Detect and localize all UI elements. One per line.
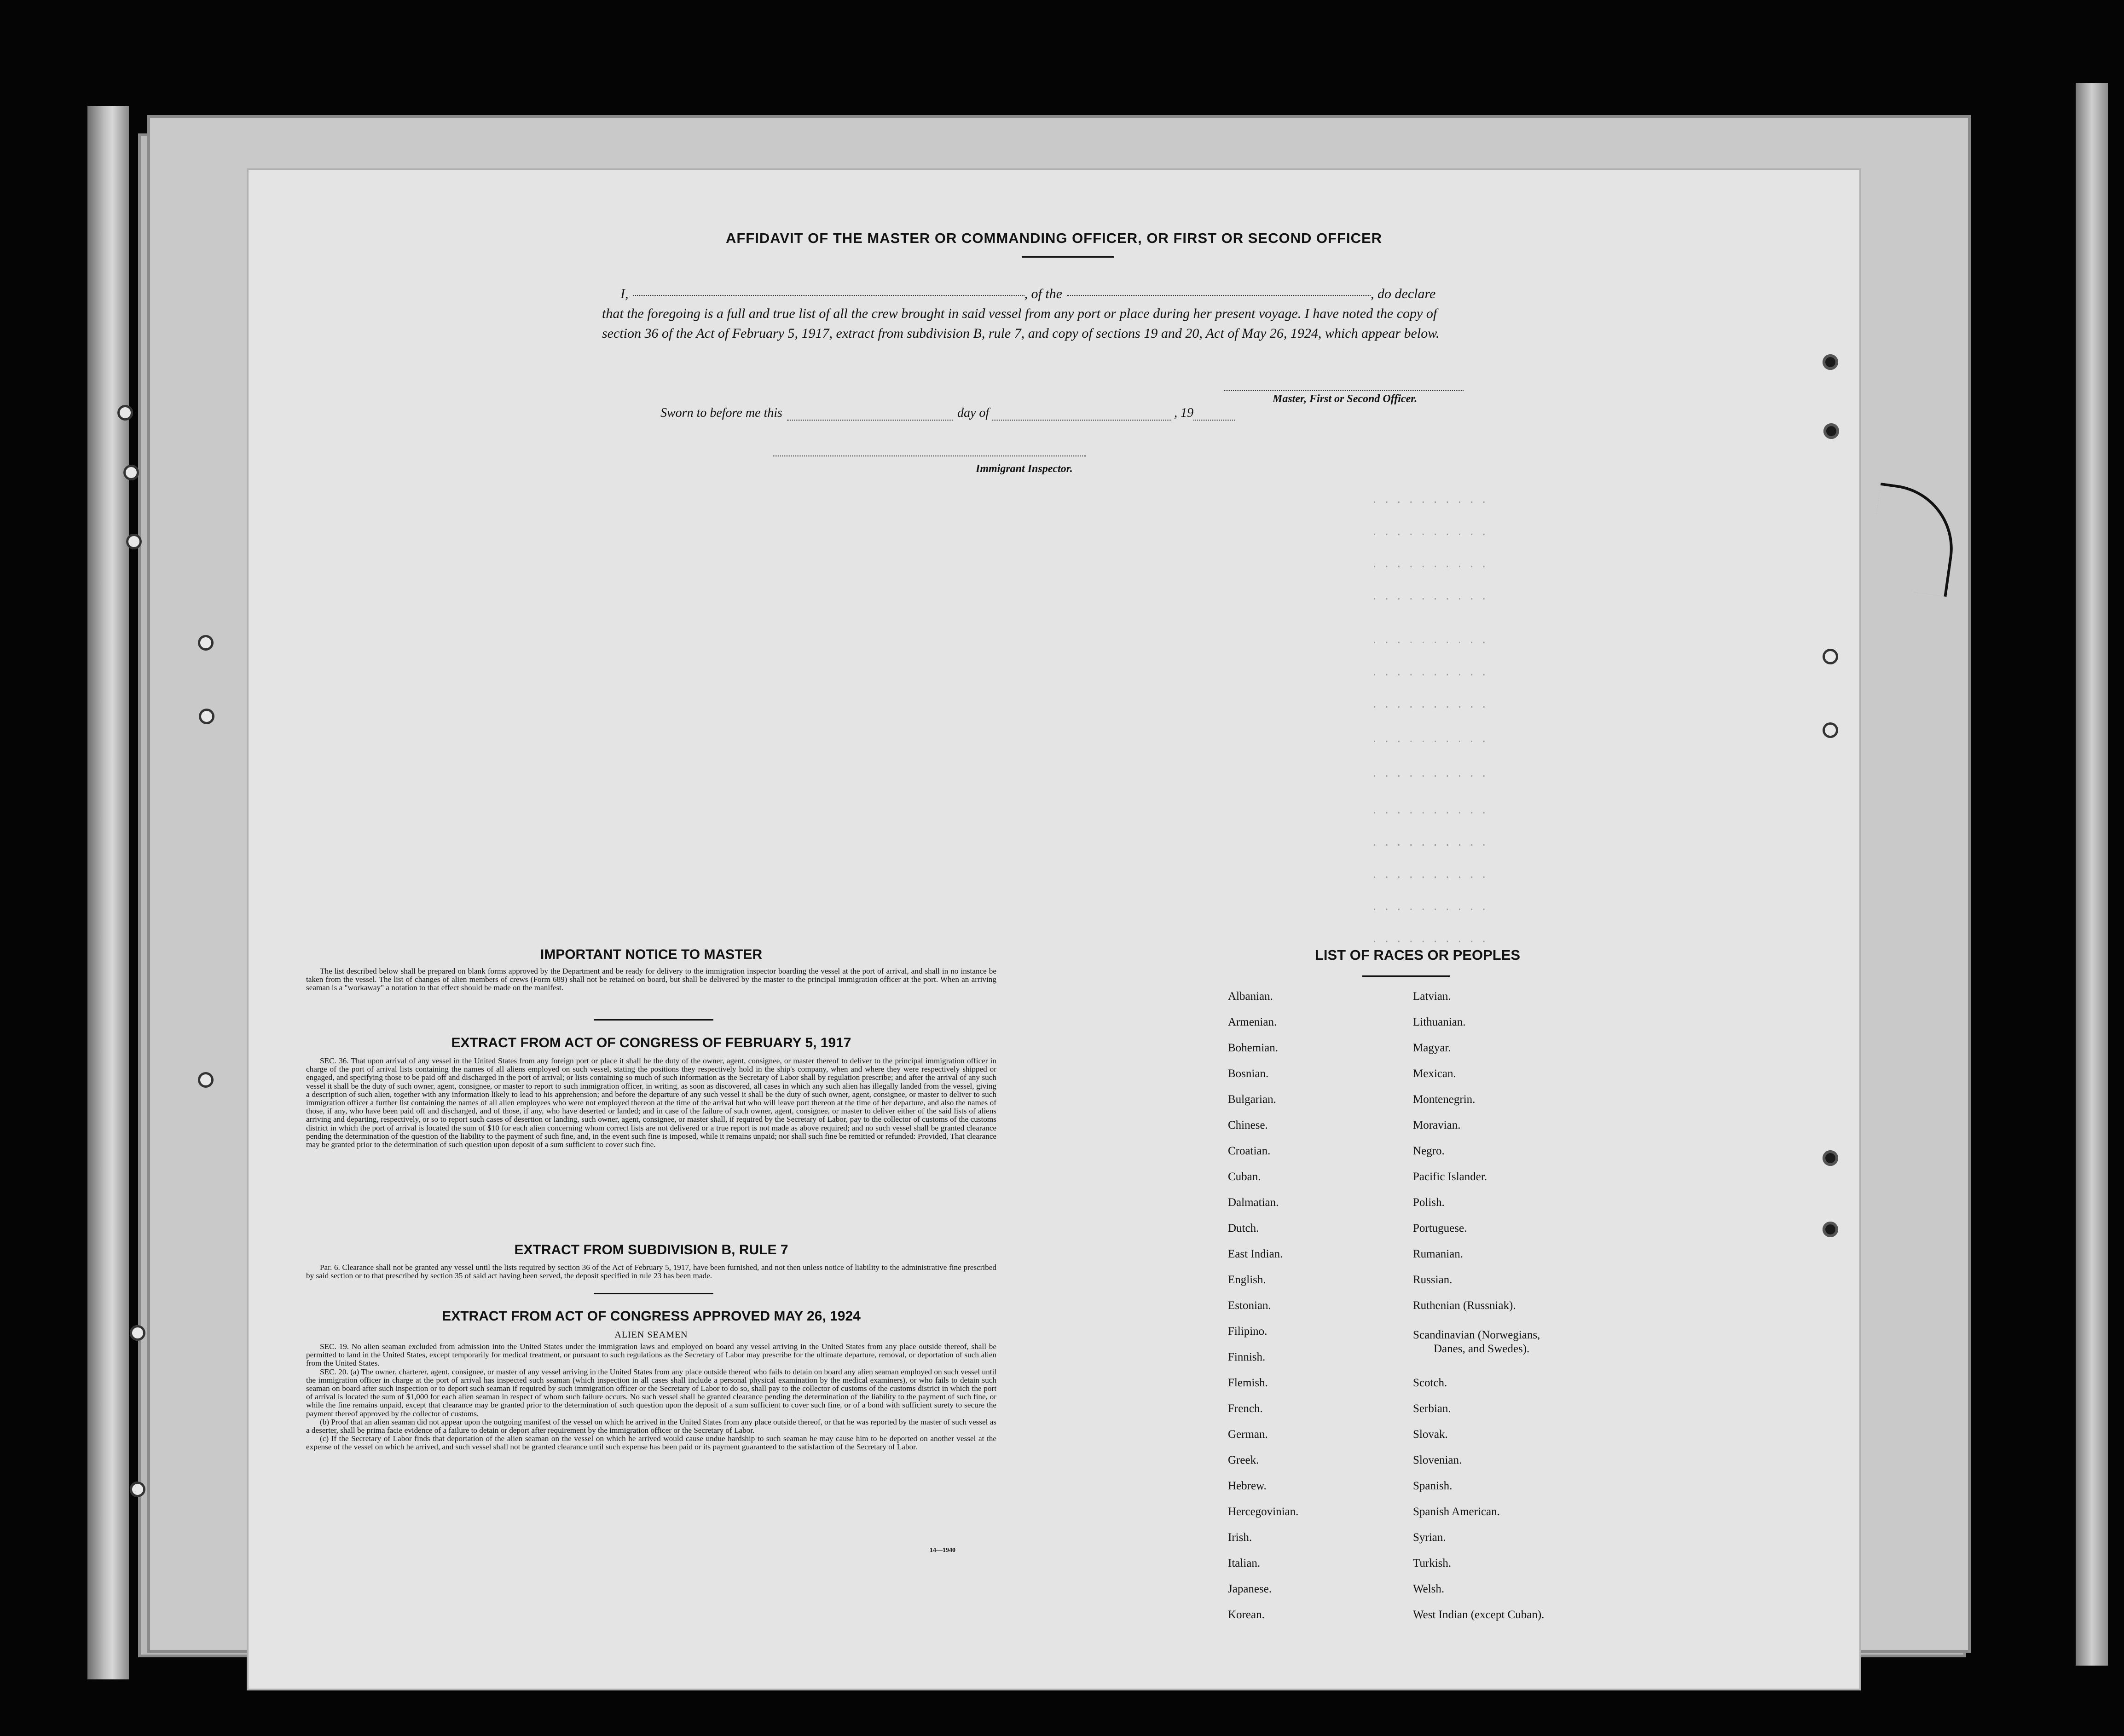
race-item: Armenian. bbox=[1228, 1016, 1277, 1028]
title-rule bbox=[1022, 256, 1114, 258]
binder-strip-right bbox=[2076, 83, 2108, 1666]
race-item: Negro. bbox=[1413, 1145, 1445, 1157]
sworn-day-blank[interactable] bbox=[787, 409, 953, 421]
race-item: Estonian. bbox=[1228, 1299, 1271, 1312]
declaration-body: that the foregoing is a full and true list of all the crew brought in said vessel from any port or place during her present voyage. I have noted the copy of section 36 of the Act of February 5, 1917, extract from subdivision B, rule 7, and copy of sections 19 and 20, Act of May 26, 1924, which appear below. bbox=[602, 306, 1440, 341]
sworn-line bbox=[660, 406, 1235, 421]
races-rule bbox=[1362, 975, 1450, 977]
race-item: Hercegovinian. bbox=[1228, 1505, 1299, 1518]
race-item: Bosnian. bbox=[1228, 1067, 1269, 1080]
race-item: Portuguese. bbox=[1413, 1222, 1467, 1234]
races-title: LIST OF RACES OR PEOPLES bbox=[1314, 947, 1521, 963]
sec20a-text: SEC. 20. (a) The owner, charterer, agent, consignee, or master of any vessel arriving in the United States from any place outside thereof who fails to detain on board any alien seaman employed on such vessel until the immigration officer in charge at the port of arrival has inspected such seaman (which inspection in all cases shall include a personal physical examination by the medical examiners), or who fails to detain such seaman on board after such inspection or to deport such seaman if required by such immigration officer or the Secretary of Labor to do so, shall pay to the collector of customs of the customs district in which the port of arrival is located the sum of $1,000 for each alien seaman in respect of whom such failure occurs. No such vessel shall be granted clearance pending the determination of the liability to the payment of such fine, or while the fine remains unpaid, except that clearance may be granted prior to the determination of such question upon the deposit of a sum sufficient to cover such fine, or of a bond with sufficient surety to secure the payment thereof approved by the collector of customs. bbox=[306, 1367, 996, 1418]
affidavit-declaration bbox=[602, 284, 1444, 343]
race-item: Syrian. bbox=[1413, 1531, 1446, 1544]
punch-hole bbox=[1823, 354, 1838, 370]
race-item: Croatian. bbox=[1228, 1145, 1271, 1157]
race-item: Pacific Islander. bbox=[1413, 1171, 1487, 1183]
extract-1917-title: EXTRACT FROM ACT OF CONGRESS OF FEBRUARY 5, 1917 bbox=[451, 1035, 851, 1050]
punch-hole bbox=[199, 709, 214, 724]
punch-hole bbox=[198, 1072, 214, 1088]
vessel-blank[interactable] bbox=[1067, 284, 1371, 296]
sworn-prefix: Sworn to before me this bbox=[660, 406, 782, 420]
race-item: Danes, and Swedes). bbox=[1434, 1343, 1530, 1355]
race-item: Bohemian. bbox=[1228, 1042, 1279, 1054]
master-signature-line[interactable] bbox=[1224, 390, 1464, 391]
race-item: French. bbox=[1228, 1402, 1263, 1415]
extract-1924-body bbox=[306, 1343, 996, 1452]
extract-rule7-rule bbox=[594, 1293, 713, 1294]
declaration-suffix: , do declare bbox=[1371, 286, 1436, 301]
alien-seamen-subtitle: ALIEN SEAMEN bbox=[614, 1330, 688, 1340]
name-blank[interactable] bbox=[633, 284, 1024, 296]
declaration-prefix: I, bbox=[620, 286, 629, 301]
punch-hole bbox=[1823, 649, 1838, 664]
notice-rule bbox=[594, 1019, 713, 1021]
race-item: German. bbox=[1228, 1428, 1268, 1441]
race-item: Magyar. bbox=[1413, 1042, 1451, 1054]
race-item: Greek. bbox=[1228, 1454, 1259, 1466]
race-item: Irish. bbox=[1228, 1531, 1252, 1544]
race-item: West Indian (except Cuban). bbox=[1413, 1609, 1545, 1621]
sec20c-text: (c) If the Secretary of Labor finds that deportation of the alien seaman on the vessel on which he arrived would cause undue hardship to such seaman he may cause him to be deported on another vessel at the expense of the vessel on which he arrived, and such vessel shall not be granted clearance until such expense has been paid or its payment guaranteed to the satisfaction of the Secretary of Labor. bbox=[306, 1434, 996, 1452]
race-item: Albanian. bbox=[1228, 990, 1273, 1003]
race-item: English. bbox=[1228, 1274, 1266, 1286]
binder-strip-left bbox=[87, 106, 129, 1679]
affidavit-title: AFFIDAVIT OF THE MASTER OR COMMANDING OFFICER, OR FIRST OR SECOND OFFICER bbox=[725, 230, 1383, 246]
race-item: Moravian. bbox=[1413, 1119, 1461, 1131]
affidavit-form-page: . . . . . . . . . . . . . . . . . . . . . . . . . . . . . . . . . . . . . . . . . . . . . . . . . . . . . . . . . . . . . . . . . . . . . . . . . . . . . . . . . . . . . . . . . . . . . . . . . . . . . . . . . . . . . . . . . . . . . . . . . . . . . . . . . . . . . . . . . . . . AFFIDAVIT OF THE MASTER OR COMMANDING OFFICER, OR FIRST OR SECOND OFFICER I, , of the , do declare that the foregoing is a full and true list of all the crew brought in said vessel from any port or place during her present voyage. I have noted the copy of section 36 of the Act of February 5, 1917, extract from subdivision B, rule 7, and copy of sections 19 and 20, Act of May 26, 1924, which appear below. Master, First or Second Officer. Sworn to before me this day of , 19 Immigrant Inspector. IMPORTANT NOTICE TO MASTER The list described below shall be prepared on blank forms approved by the Department and be ready for delivery to the immigration inspector boarding the vessel at the port of arrival, and shall in no instance be taken from the vessel. The list of changes of alien members of crews (Form 689) shall not be retained on board, but shall be delivered by the master to the principal immigration officer at the port. When an arriving seaman is a "workaway" a notation to that effect should be made on the manifest. EXTRACT FROM ACT OF CONGRESS OF FEBRUARY 5, 1917 SEC. 36. That upon arrival of any vessel in the United States from any foreign port or place it shall be the duty of the owner, agent, consignee, or master thereof to deliver to the principal immigration officer in charge of the port of arrival lists containing the names of all aliens employed on such vessel, stating the positions they respectively hold in the ship's company, when and where they were respectively shipped or engaged, and specifying those to be paid off and discharged in the port of arrival; or lists containing so much of such information as the Secretary of Labor shall by regulation prescribe; and after the arrival of any such vessel it shall be the duty of such owner, agent, consignee, or master to report to such immigration officer, in writing, as soon as discovered, all cases in which any such alien has illegally landed from the vessel, giving a description of such alien, together with any information likely to lead to his apprehension; and before the departure of any such vessel it shall be the duty of such owner, agent, consignee, or master to deliver to such immigration officer a further list containing the names of all alien employees who were not employed thereon at the time of the arrival but who will leave port thereon at the time of her departure, and also the names of those, if any, who have been paid off and discharged, and of those, if any, who have deserted or landed; and in case of the failure of such owner, agent, consignee, or master to deliver either of the said lists of aliens arriving and departing, respectively, or so to report such cases of desertion or landing, such owner, agent, consignee, or master shall, if required by the Secretary of Labor, pay to the collector of customs of the customs district in which the port of arrival is located the sum of $10 for each alien concerning whom correct lists are not delivered or a true report is not made as above required; and no such vessel shall be granted clearance pending the determination of the question of the liability to the payment of such fine, and, in the event such fine is imposed, while it remains unpaid; nor shall such fine be remitted or refunded: Provided, That clearance may be granted prior to the determination of such question upon deposit of a sum sufficient to cover such fine. EXTRACT FROM SUBDIVISION B, RULE 7 Par. 6. Clearance shall not be granted any vessel until the lists required by section 36 of the Act of February 5, 1917, have been furnished, and not then unless notice of liability to the administrative fine prescribed by said section or to that prescribed by section 35 of said act having been served, the deposit specified in rule 23 has been made. EXTRACT FROM ACT OF CONGRESS APPROVED MAY 26, 1924 ALIEN SEAMEN SEC. 19. No alien seaman excluded from admission into the United States under the immigration laws and employed on board any vessel arriving in the United States from any place outside thereof, shall be permitted to land in the United States, except temporarily for medical treatment, or pursuant to such regulations as the Secretary of Labor may prescribe for the ultimate departure, removal, or deportation of such alien from the United States. SEC. 20. (a) The owner, charterer, agent, consignee, or master of any vessel arriving in the United States from any place outside thereof who fails to detain on board any alien seaman employed on such vessel until the immigration officer in charge at the port of arrival has inspected such seaman (which inspection in all cases shall include a personal physical examination by the medical examiners), or who fails to detain such seaman on board after such inspection or to deport such seaman if required by such immigration officer or the Secretary of Labor to do so, shall pay to the collector of customs of the customs district in which the port of arrival is located the sum of $1,000 for each alien seaman in respect of whom such failure occurs. No such vessel shall be granted clearance pending the determination of the liability to the payment of such fine, or while the fine remains unpaid, except that clearance may be granted prior to the determination of such question upon the deposit of a sum sufficient to cover such fine, or of a bond with sufficient surety to secure the payment thereof approved by the collector of customs. (b) Proof that an alien seaman did not appear upon the outgoing manifest of the vessel on which he arrived in the United States from any place outside thereof, or that he was reported by the master of such vessel as a deserter, shall be prima facie evidence of a failure to detain or deport after requirement by the immigration officer or the Secretary of Labor. (c) If the Secretary of Labor finds that deportation of the alien seaman on the vessel on which he arrived would cause undue hardship to such seaman he may cause him to be deported on another vessel at the expense of the vessel on which he arrived, and such vessel shall not be granted clearance until such expense has been paid or its payment guaranteed to the satisfaction of the Secretary of Labor. 14—1940 LIST OF RACES OR PEOPLES Albanian. Armenian. Bohemian. Bosnian. Bulgarian. Chinese. Croatian. Cuban. Dalmatian. Dutch. East Indian. English. Estonian. Filipino. Finnish. Flemish. French. German. Greek. Hebrew. Hercegovinian. Irish. Italian. Japanese. Korean. Latvian. Lithuanian. Magyar. Mexican. Montenegrin. Moravian. Negro. Pacific Islander. Polish. Portuguese. Rumanian. Russian. Ruthenian (Russniak). Scandinavian (Norwegians, Danes, and Swedes). Scotch. Serbian. Slovak. Slovenian. Spanish. Spanish American. Syrian. Turkish. Welsh. West Indian (except Cuban). bbox=[249, 170, 1859, 1689]
race-item: Turkish. bbox=[1413, 1557, 1452, 1569]
race-item: Cuban. bbox=[1228, 1171, 1261, 1183]
race-item: Dutch. bbox=[1228, 1222, 1259, 1234]
punch-hole bbox=[117, 405, 133, 421]
race-item: Rumanian. bbox=[1413, 1248, 1464, 1260]
punch-hole bbox=[126, 534, 142, 549]
race-item: Korean. bbox=[1228, 1609, 1265, 1621]
inspector-signature-label: Immigrant Inspector. bbox=[976, 463, 1073, 475]
race-item: Polish. bbox=[1413, 1196, 1445, 1209]
race-item: Mexican. bbox=[1413, 1067, 1456, 1080]
extract-rule7-title: EXTRACT FROM SUBDIVISION B, RULE 7 bbox=[514, 1242, 788, 1257]
race-item: Flemish. bbox=[1228, 1377, 1268, 1389]
race-item: Scandinavian (Norwegians, bbox=[1413, 1329, 1540, 1341]
race-item: Latvian. bbox=[1413, 990, 1451, 1003]
form-number: 14—1940 bbox=[930, 1547, 955, 1554]
punch-hole bbox=[123, 465, 139, 480]
punch-hole bbox=[1823, 722, 1838, 738]
punch-hole bbox=[130, 1325, 145, 1341]
extract-rule7-body: Par. 6. Clearance shall not be granted any vessel until the lists required by section 36 of the Act of February 5, 1917, have been furnished, and not then unless notice of liability to the administrative fine prescribed by said section or to that prescribed by section 35 of said act having been served, the deposit specified in rule 23 has been made. bbox=[306, 1263, 996, 1280]
race-item: Slovak. bbox=[1413, 1428, 1448, 1441]
race-item: Spanish American. bbox=[1413, 1505, 1500, 1518]
punch-hole bbox=[1823, 423, 1839, 439]
declaration-of-the: , of the bbox=[1024, 286, 1062, 301]
race-item: Serbian. bbox=[1413, 1402, 1451, 1415]
sec19-text: SEC. 19. No alien seaman excluded from admission into the United States under the immigration laws and employed on board any vessel arriving in the United States from any place outside thereof, shall be permitted to land in the United States, except temporarily for medical treatment, or pursuant to such regulations as the Secretary of Labor may prescribe for the ultimate departure, removal, or deportation of such alien from the United States. bbox=[306, 1342, 996, 1368]
notice-body: The list described below shall be prepared on blank forms approved by the Department and be ready for delivery to the immigration inspector boarding the vessel at the port of arrival, and shall in no instance be taken from the vessel. The list of changes of alien members of crews (Form 689) shall not be retained on board, but shall be delivered by the master to the principal immigration officer at the port. When an arriving seaman is a "workaway" a notation to that effect should be made on the manifest. bbox=[306, 967, 996, 992]
race-item: Dalmatian. bbox=[1228, 1196, 1279, 1209]
master-signature-label: Master, First or Second Officer. bbox=[1273, 393, 1418, 405]
race-item: Slovenian. bbox=[1413, 1454, 1462, 1466]
race-item: East Indian. bbox=[1228, 1248, 1283, 1260]
sec20b-text: (b) Proof that an alien seaman did not appear upon the outgoing manifest of the vessel on which he arrived in the United States from any place outside thereof, or that he was reported by the master of such vessel as a deserter, shall be prima facie evidence of a failure to detain or deport after requirement by the immigration officer or the Secretary of Labor. bbox=[306, 1417, 996, 1435]
punch-hole bbox=[1823, 1222, 1838, 1237]
race-item: Japanese. bbox=[1228, 1583, 1272, 1595]
race-item: Scotch. bbox=[1413, 1377, 1447, 1389]
sworn-month-blank[interactable] bbox=[992, 409, 1171, 421]
notice-title: IMPORTANT NOTICE TO MASTER bbox=[540, 947, 763, 962]
sworn-day-of: day of bbox=[957, 406, 990, 420]
race-item: Welsh. bbox=[1413, 1583, 1445, 1595]
sworn-year-blank[interactable] bbox=[1193, 409, 1235, 421]
race-item: Ruthenian (Russniak). bbox=[1413, 1299, 1516, 1312]
race-item: Russian. bbox=[1413, 1274, 1453, 1286]
extract-1924-title: EXTRACT FROM ACT OF CONGRESS APPROVED MAY 26, 1924 bbox=[442, 1309, 861, 1324]
race-item: Montenegrin. bbox=[1413, 1093, 1476, 1106]
punch-hole bbox=[130, 1482, 145, 1497]
race-item: Filipino. bbox=[1228, 1325, 1267, 1338]
race-item: Lithuanian. bbox=[1413, 1016, 1466, 1028]
race-item: Italian. bbox=[1228, 1557, 1261, 1569]
punch-hole bbox=[1823, 1150, 1838, 1166]
race-item: Finnish. bbox=[1228, 1351, 1266, 1363]
extract-1917-body: SEC. 36. That upon arrival of any vessel in the United States from any foreign port or place it shall be the duty of the owner, agent, consignee, or master thereof to deliver to the principal immigration officer in charge of the port of arrival lists containing the names of all aliens employed on such vessel, stating the positions they respectively hold in the ship's company, when and where they were respectively shipped or engaged, and specifying those to be paid off and discharged in the port of arrival; or lists containing so much of such information as the Secretary of Labor shall by regulation prescribe; and after the arrival of any such vessel it shall be the duty of such owner, agent, consignee, or master to report to such immigration officer, in writing, as soon as discovered, all cases in which any such alien has illegally landed from the vessel, giving a description of such alien, together with any information likely to lead to his apprehension; and before the departure of any such vessel it shall be the duty of such owner, agent, consignee, or master to deliver to such immigration officer a further list containing the names of all alien employees who were not employed thereon at the time of the arrival but who will leave port thereon at the time of her departure, and also the names of those, if any, who have been paid off and discharged, and of those, if any, who have deserted or landed; and in case of the failure of such owner, agent, consignee, or master to deliver either of the said lists of aliens arriving and departing, respectively, or so to report such cases of desertion or landing, such owner, agent, consignee, or master shall, if required by the Secretary of Labor, pay to the collector of customs of the customs district in which the port of arrival is located the sum of $10 for each alien concerning whom correct lists are not delivered or a true report is not made as above required; and no such vessel shall be granted clearance pending the determination of the question of the liability to the payment of such fine, and, in the event such fine is imposed, while it remains unpaid; nor shall such fine be remitted or refunded: Provided, That clearance may be granted prior to the determination of such question upon deposit of a sum sufficient to cover such fine. bbox=[306, 1056, 996, 1149]
sworn-year: , 19 bbox=[1174, 406, 1194, 420]
race-item: Hebrew. bbox=[1228, 1480, 1267, 1492]
punch-hole bbox=[198, 635, 214, 651]
race-item: Spanish. bbox=[1413, 1480, 1453, 1492]
race-item: Bulgarian. bbox=[1228, 1093, 1276, 1106]
race-item: Chinese. bbox=[1228, 1119, 1268, 1131]
